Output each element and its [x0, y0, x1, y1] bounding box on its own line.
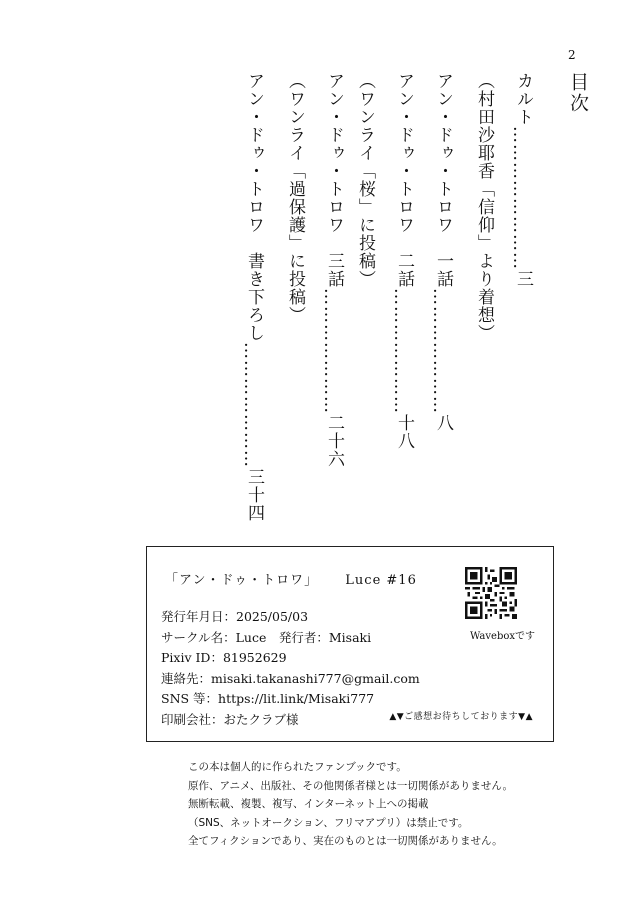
toc-entry-title: カルト [513, 72, 533, 126]
note-line: （SNS、ネットオークション、フリマアプリ）は禁止です。 [188, 816, 469, 829]
colophon-box [146, 546, 554, 742]
toc-entry-note [349, 72, 380, 532]
circle-name: サークル名：Luce 発行者：Misaki [161, 629, 372, 645]
toc-entry-subtitle: （ワンライ「桜」に投稿） [355, 72, 375, 288]
toc-entry [310, 72, 349, 532]
toc-leader-dots: ………………… [429, 288, 449, 414]
toc-page-number: 三十四 [244, 468, 264, 522]
toc-entry-subtitle: （村田沙耶香「信仰」より着想） [474, 72, 494, 342]
note-line: 全てフィクションであり、実在のものとは一切関係がありません。 [188, 835, 503, 847]
toc-entry-note [279, 72, 310, 532]
toc-leader-dots: …………………… [509, 126, 529, 270]
qr-label: Waveboxです [470, 631, 535, 642]
toc-leader-dots: ………………… [320, 288, 340, 414]
toc-page-number: 八 [433, 414, 453, 432]
toc-entry-title: アン・ドゥ・トロワ 書き下ろし [244, 72, 264, 342]
toc-entry-title: アン・ドゥ・トロワ 三話 [324, 72, 344, 288]
series-label: Luce #16 [345, 573, 417, 588]
feedback-message: ▲▼ご感想お待ちしております▼▲ [389, 712, 533, 722]
printer: 印刷会社：おたクラブ様 [161, 711, 299, 727]
toc-leader-dots: ………………… [240, 342, 260, 468]
toc-title: 目次 [567, 72, 589, 114]
toc-entry-note [468, 72, 499, 532]
toc-entry-subtitle: （ワンライ「過保護」に投稿） [285, 72, 305, 324]
toc-entry [230, 72, 269, 532]
sns-link: SNS 等：https://lit.link/Misaki777 [161, 691, 375, 706]
toc-page-number: 三 [513, 270, 533, 288]
book-title: 「アン・ドゥ・トロワ」 [165, 573, 319, 588]
toc-entry [419, 72, 458, 532]
colophon-details [161, 607, 420, 730]
toc-page-number: 二十六 [324, 414, 344, 468]
toc-entry [380, 72, 419, 532]
note-line: 原作、アニメ、出版社、その他関係者様とは一切関係がありません。 [188, 779, 513, 792]
note-line: この本は個人的に作られたファンブックです。 [188, 761, 407, 773]
contact-email: 連絡先：misaki.takanashi777@gmail.com [161, 670, 420, 686]
toc-page-number: 十八 [394, 414, 414, 450]
qr-code-icon[interactable] [465, 567, 517, 619]
pixiv-id: Pixiv ID：81952629 [161, 650, 287, 665]
publish-date: 発行年月日：2025/05/03 [161, 609, 309, 624]
toc-leader-dots: ………………… [390, 288, 410, 414]
disclaimer-notes [188, 758, 513, 851]
toc-entry-title: アン・ドゥ・トロワ 一話 [433, 72, 453, 288]
table-of-contents [230, 72, 593, 532]
colophon-title-row [165, 569, 417, 588]
toc-entry-title: アン・ドゥ・トロワ 二話 [394, 72, 414, 288]
page-number: 2 [568, 48, 576, 62]
note-line: 無断転載、複製、複写、インターネット上への掲載 [188, 798, 429, 810]
toc-entry [499, 72, 538, 532]
